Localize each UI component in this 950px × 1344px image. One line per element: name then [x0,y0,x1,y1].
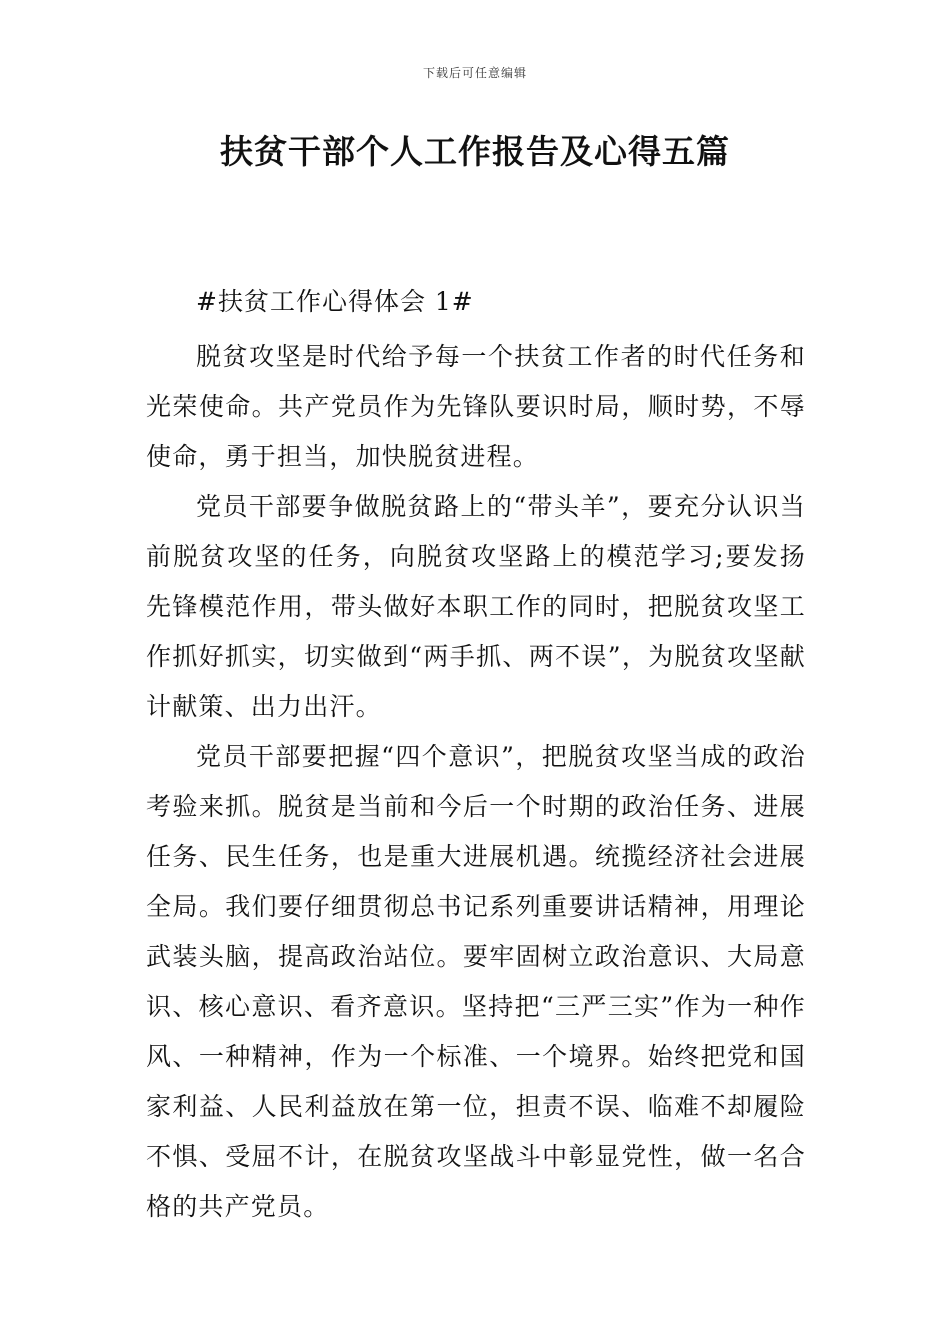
header-note: 下载后可任意编辑 [422,66,527,80]
paragraph-3: 党员干部要把握“四个意识”，把脱贫攻坚当成的政治考验来抓。脱贫是当前和今后一个时期的政治任务、进展任务、民生任务，也是重大进展机遇。统揽经济社会进展全局。我们要仔细贯彻总书记系列重要讲话精神，用理论武装头脑，提高政治站位。要牢固树立政治意识、大局意识、核心意识、看齐意识。坚持把“三严三实”作为一种作风、一种精神，作为一个标准、一个境界。始终把党和国家利益、人民利益放在第一位，担责不误、临难不却履险不惧、受屈不计，在脱贫攻坚战斗中彰显党性，做一名合格的共产党员。 [146,742,806,1221]
document-body [146,282,806,1232]
document-title: 扶贫干部个人工作报告及心得五篇 [220,132,730,171]
paragraph-1: 脱贫攻坚是时代给予每一个扶贫工作者的时代任务和光荣使命。共产党员作为先锋队要识时局，顺时势，不辱使命，勇于担当，加快脱贫进程。 [146,342,806,471]
section-heading: #扶贫工作心得体会 1# [196,287,474,316]
paragraph-2: 党员干部要争做脱贫路上的“带头羊”，要充分认识当前脱贫攻坚的任务，向脱贫攻坚路上的模范学习;要发扬先锋模范作用，带头做好本职工作的同时，把脱贫攻坚工作抓好抓实，切实做到“两手抓、两不误”，为脱贫攻坚献计献策、出力出汗。 [146,492,806,721]
